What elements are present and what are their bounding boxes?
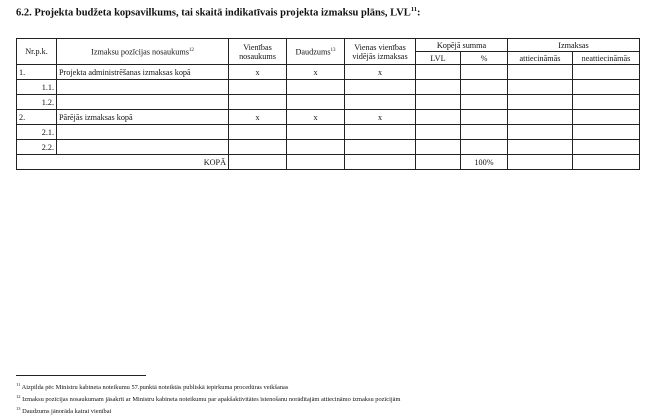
cell-unit — [229, 80, 287, 95]
total-lvl — [416, 155, 461, 170]
cell-name: Pārējās izmaksas kopā — [57, 110, 229, 125]
section-heading-suffix: : — [416, 7, 421, 19]
cell-eligible — [508, 65, 573, 80]
cell-unit — [229, 140, 287, 155]
cell-eligible — [508, 140, 573, 155]
cell-pct — [461, 140, 508, 155]
col-header-costs: Izmaksas — [508, 39, 640, 52]
cell-lvl — [416, 110, 461, 125]
col-header-qty-footnote-ref: 13 — [330, 48, 336, 54]
cell-nr: 2.2. — [17, 140, 57, 155]
total-ineligible — [573, 155, 640, 170]
cell-qty — [287, 80, 345, 95]
cell-qty: x — [287, 65, 345, 80]
cell-eligible — [508, 110, 573, 125]
table-header — [17, 39, 640, 65]
footnote-text: Izmaksu pozīcijas nosaukumam jāsakrīt ar Ministru kabineta noteikumu par apakšaktivitātes īstenošanu norādītajām attiecināmo izmaksu pozīcijām — [22, 396, 401, 404]
col-header-unit-cost: Vienas vienības vidējās izmaksas — [345, 39, 416, 65]
table-row — [17, 110, 640, 125]
total-row — [17, 155, 640, 170]
cell-unit: x — [229, 110, 287, 125]
cell-eligible — [508, 95, 573, 110]
footnote-number: 12 — [16, 394, 21, 400]
footnote-divider — [16, 375, 146, 376]
cell-lvl — [416, 80, 461, 95]
cell-nr: 1. — [17, 65, 57, 80]
budget-table — [16, 38, 640, 170]
cell-unit-cost — [345, 80, 416, 95]
col-header-nr: Nr.p.k. — [17, 39, 57, 65]
cell-ineligible — [573, 80, 640, 95]
cell-qty — [287, 95, 345, 110]
cell-nr: 2. — [17, 110, 57, 125]
cell-ineligible — [573, 110, 640, 125]
cell-lvl — [416, 95, 461, 110]
section-heading-footnote-ref: 11 — [410, 6, 417, 13]
cell-unit-cost — [345, 140, 416, 155]
cell-lvl — [416, 125, 461, 140]
footnote-number: 11 — [16, 382, 21, 387]
cell-ineligible — [573, 140, 640, 155]
col-header-ineligible: neattiecināmās — [573, 52, 640, 65]
cell-eligible — [508, 125, 573, 140]
col-header-total: Kopējā summa — [416, 39, 508, 52]
cell-pct — [461, 110, 508, 125]
cell-ineligible — [573, 65, 640, 80]
section-heading — [16, 6, 420, 19]
cell-unit-cost — [345, 95, 416, 110]
cell-qty — [287, 155, 345, 170]
cell-pct — [461, 65, 508, 80]
section-heading-text: 6.2. Projekta budžeta kopsavilkums, tai skaitā indikatīvais projekta izmaksu plāns, LVL — [16, 7, 411, 19]
table-row — [17, 80, 640, 95]
footnote-item — [16, 380, 400, 392]
cell-name — [57, 125, 229, 140]
cell-qty — [287, 125, 345, 140]
table-row — [17, 125, 640, 140]
cell-nr: 1.1. — [17, 80, 57, 95]
cell-name — [57, 80, 229, 95]
col-header-total-lvl: LVL — [416, 52, 461, 65]
col-header-name: Izmaksu pozīcijas nosaukums$^{12}$ — [57, 39, 229, 65]
cell-name — [57, 140, 229, 155]
table-body — [17, 65, 640, 170]
cell-nr: 1.2. — [17, 95, 57, 110]
cell-pct — [461, 80, 508, 95]
col-header-qty: Daudzums$^{13}$ — [287, 39, 345, 65]
cell-nr: 2.1. — [17, 125, 57, 140]
cell-qty — [287, 140, 345, 155]
cell-lvl — [416, 140, 461, 155]
footnotes — [16, 380, 400, 416]
footnote-item — [16, 404, 400, 416]
col-header-eligible: attiecināmās — [508, 52, 573, 65]
total-label: KOPĀ — [17, 155, 229, 170]
cell-pct — [461, 95, 508, 110]
footnote-item — [16, 392, 400, 404]
col-header-total-pct: % — [461, 52, 508, 65]
footnote-text: Aizpilda pēc Ministru kabineta noteikumu 57.punktā noteiktās publiskā iepirkuma procedūras veikšanas — [21, 384, 289, 392]
col-header-name-footnote-ref: 12 — [188, 48, 194, 54]
cell-ineligible — [573, 95, 640, 110]
cell-unit-cost — [345, 125, 416, 140]
cell-pct — [461, 125, 508, 140]
cell-unit-cost — [345, 155, 416, 170]
footnote-text: Daudzums jānorāda katrai vienībai — [22, 408, 112, 416]
cell-unit: x — [229, 65, 287, 80]
table-row — [17, 65, 640, 80]
cell-unit — [229, 155, 287, 170]
table-row — [17, 95, 640, 110]
col-header-unit: Vienības nosaukums — [229, 39, 287, 65]
cell-qty: x — [287, 110, 345, 125]
table-row — [17, 140, 640, 155]
total-eligible — [508, 155, 573, 170]
cell-ineligible — [573, 125, 640, 140]
cell-eligible — [508, 80, 573, 95]
cell-name: Projekta administrēšanas izmaksas kopā — [57, 65, 229, 80]
footnote-number: 13 — [16, 406, 21, 412]
cell-unit — [229, 125, 287, 140]
cell-lvl — [416, 65, 461, 80]
cell-unit-cost: x — [345, 110, 416, 125]
cell-unit-cost: x — [345, 65, 416, 80]
cell-name — [57, 95, 229, 110]
cell-unit — [229, 95, 287, 110]
total-pct: 100% — [461, 155, 508, 170]
